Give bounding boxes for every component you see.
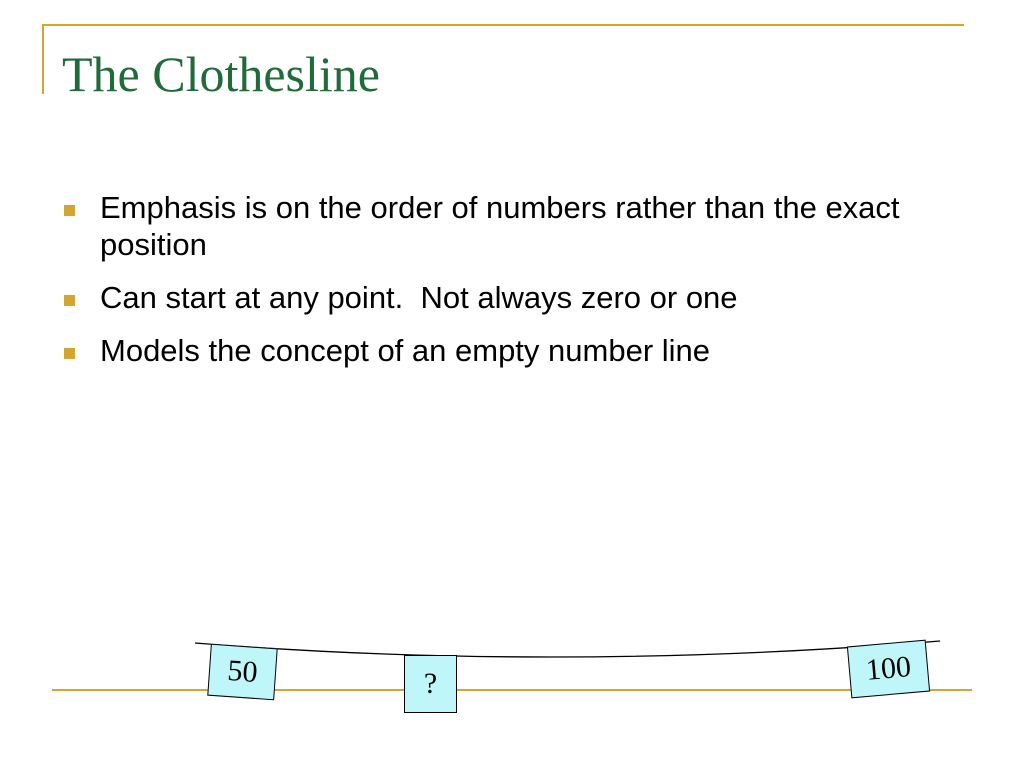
square-bullet-icon: [64, 205, 75, 216]
bullet-text: Can start at any point. Not always zero or one: [100, 280, 738, 315]
bullet-item: [62, 279, 942, 316]
square-bullet-icon: [64, 348, 75, 359]
number-card-100[interactable]: 100: [847, 640, 930, 699]
bullet-text: Emphasis is on the order of numbers rather than the exact position: [100, 190, 900, 262]
bullet-list: [62, 189, 942, 385]
bullet-item: [62, 189, 942, 263]
bottom-divider-line: [52, 689, 972, 691]
frame-top-line: [42, 24, 964, 26]
bullet-text: Models the concept of an empty number line: [100, 333, 711, 368]
frame-left-line: [42, 24, 44, 94]
number-card-50[interactable]: 50: [207, 644, 277, 701]
slide-title: The Clothesline: [62, 46, 380, 102]
square-bullet-icon: [64, 295, 75, 306]
number-card-unknown[interactable]: ?: [404, 655, 457, 713]
bullet-item: [62, 332, 942, 369]
